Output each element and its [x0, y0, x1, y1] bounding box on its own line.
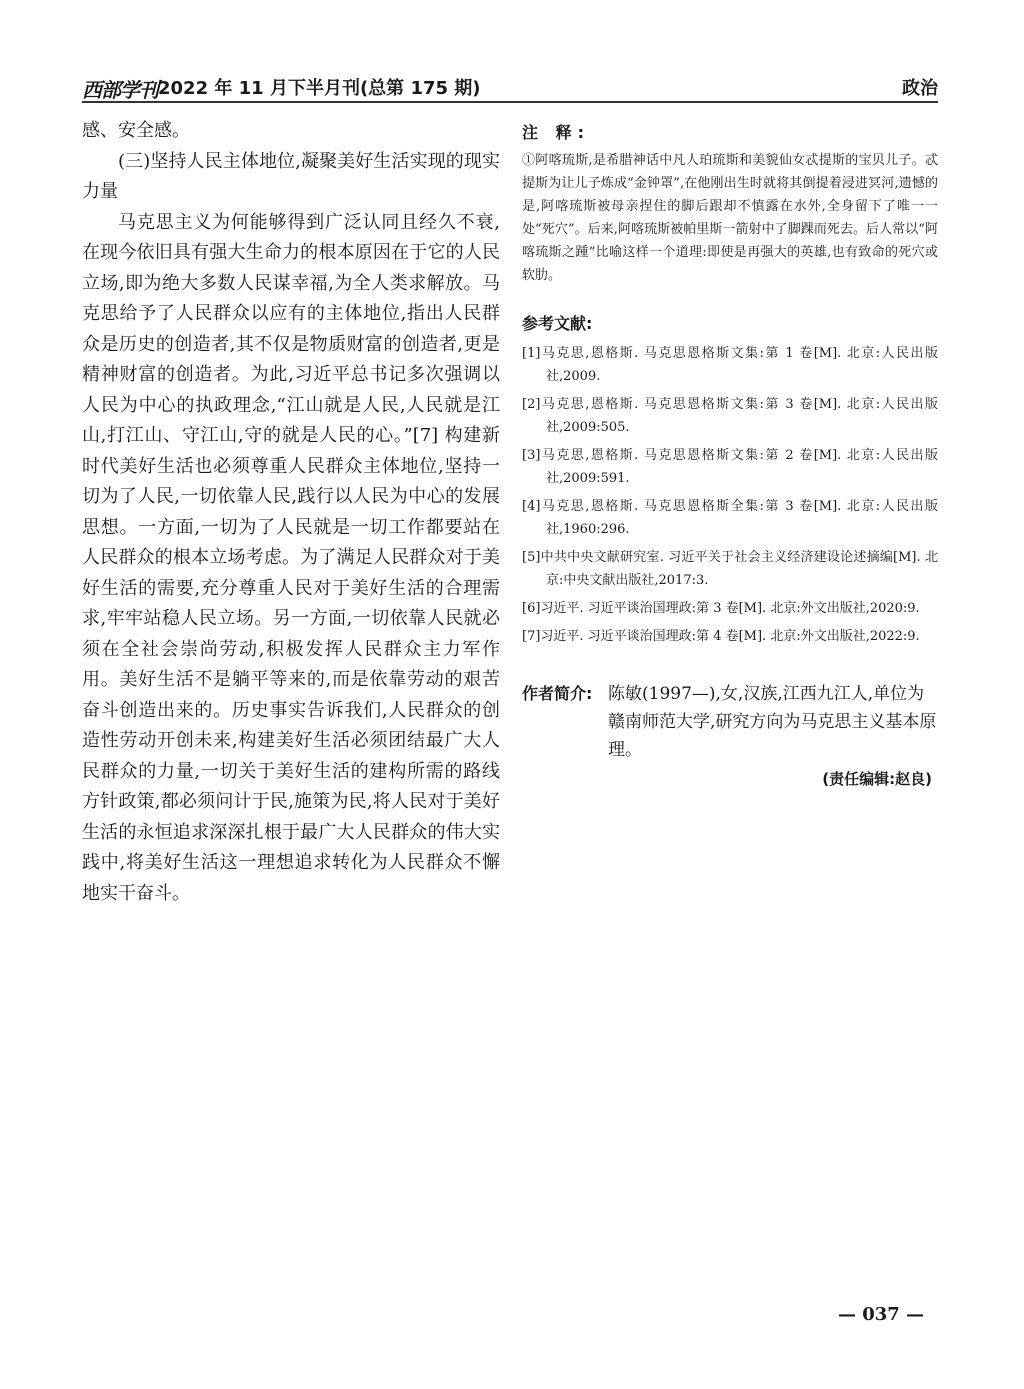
- page-number: — 037 —: [837, 1304, 925, 1325]
- responsible-editor: (责任编辑:赵良): [822, 770, 932, 788]
- body-paragraph: 感、安全感。: [82, 120, 190, 141]
- body-paragraph: 马克思主义为何能够得到广泛认同且经久不衰,在现今依旧具有强大生命力的根本原因在于它的人民立场,即为绝大多数人民谋幸福,为全人类求解放。马克思给予了人民群众以应有的主体地位,指出人民群众是历史的创造者,其不仅是物质财富的创造者,更是精神财富的创造者。为此,习近平总书记多次强调以人民为中心的执政理念,“江山就是人民,人民就是江山,打江山、守江山,守的就是人民的心。”[7] 构建新时代美好生活也必须尊重人民群众主体地位,坚持一切为了人民,一切依靠人民,践行以人民为中心的发展思想。一方面,一切为了人民就是一切工作都要站在人民群众的根本立场考虑。为了满足人民群众对于美好生活的需要,充分尊重人民对于美好生活的合理需求,牢牢站稳人民立场。另一方面,一切依靠人民就必须在全社会崇尚劳动,积极发挥人民群众主力军作用。美好生活不是躺平等来的,而是依靠劳动的艰苦奋斗创造出来的。历史事实告诉我们,人民群众的创造性劳动开创未来,构建美好生活必须团结最广大人民群众的力量,一切关于美好生活的建构所需的路线方针政策,都必须问计于民,施策为民,将人民对于美好生活的永恒追求深深扎根于最广大人民群众的伟大实践中,将美好生活这一理想追求转化为人民群众不懈地实干奋斗。: [82, 211, 500, 904]
- reference-item: [1]马克思,恩格斯. 马克思恩格斯文集:第 1 卷[M]. 北京:人民出版社,2009.: [522, 346, 938, 384]
- references-heading: 参考文献:: [522, 314, 593, 333]
- reference-item: [6]习近平. 习近平谈治国理政:第 3 卷[M]. 北京:外文出版社,2020:9.: [522, 601, 920, 616]
- header-rule: [82, 101, 938, 103]
- journal-issue: 2022 年 11 月下半月刊(总第 175 期): [158, 78, 481, 99]
- section-name: 政治: [902, 78, 938, 99]
- reference-item: [2]马克思,恩格斯. 马克思恩格斯文集:第 3 卷[M]. 北京:人民出版社,2009:505.: [522, 397, 938, 435]
- reference-item: [4]马克思,恩格斯. 马克思恩格斯全集:第 3 卷[M]. 北京:人民出版社,1960:296.: [522, 499, 938, 537]
- journal-logo: 西部学刊: [82, 78, 158, 102]
- running-header: [82, 68, 938, 100]
- author-label: 作者简介:: [522, 684, 593, 703]
- reference-item: [5]中共中央文献研究室. 习近平关于社会主义经济建设论述摘编[M]. 北京:中央文献出版社,2017:3.: [522, 550, 938, 588]
- reference-item: [7]习近平. 习近平谈治国理政:第 4 卷[M]. 北京:外文出版社,2022:9.: [522, 629, 920, 644]
- section-subheading: (三)坚持人民主体地位,凝聚美好生活实现的现实力量: [82, 150, 500, 202]
- author-bio: [522, 680, 938, 764]
- note-item: ①阿喀琉斯,是希腊神话中凡人珀琉斯和美貌仙女忒提斯的宝贝儿子。忒提斯为让儿子炼成“金钟罩”,在他刚出生时就将其倒提着浸进冥河,遗憾的是,阿喀琉斯被母亲捏住的脚后跟却不慎露在水外,全身留下了唯一一处“死穴”。后来,阿喀琉斯被帕里斯一箭射中了脚踝而死去。后人常以“阿喀琉斯之踵”比喻这样一个道理:即使是再强大的英雄,也有致命的死穴或软肋。: [522, 153, 938, 283]
- right-column: [522, 116, 938, 789]
- author-text: 陈敏(1997—),女,汉族,江西九江人,单位为赣南师范大学,研究方向为马克思主义基本原理。: [608, 684, 937, 760]
- notes-heading: 注 释:: [522, 123, 590, 142]
- left-column: [82, 116, 500, 909]
- reference-item: [3]马克思,恩格斯. 马克思恩格斯文集:第 2 卷[M]. 北京:人民出版社,2009:591.: [522, 448, 938, 486]
- reference-list: [522, 342, 938, 648]
